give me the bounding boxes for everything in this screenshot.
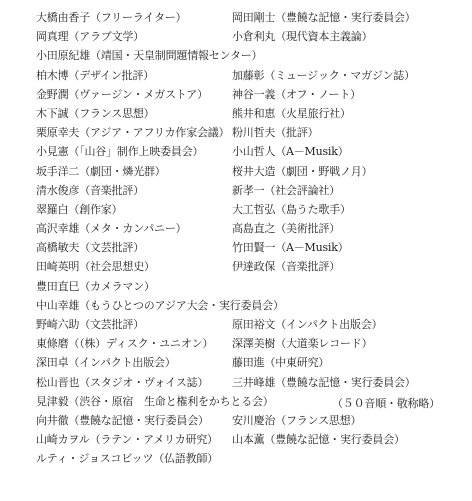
- list-item: 高沢幸雄（メタ・カンパニー）: [36, 222, 187, 236]
- list-item: 加藤彰（ミュージック・マガジン誌）: [232, 68, 415, 82]
- list-item: 東條磨（（株）ディスク・ユニオン）: [36, 337, 214, 351]
- list-item: 深澤美樹（大道楽レコード）: [232, 337, 373, 351]
- list-item: 豊田直巳（カメラマン）: [36, 279, 155, 293]
- list-item: 見津毅（渋谷・原宿 生命と権利をかちとる会）: [36, 394, 274, 408]
- list-item: 原田裕文（インパクト出版会）: [232, 318, 383, 331]
- list-item: ルティ・ジョスコビッツ（仏語教師）: [36, 452, 219, 466]
- list-item: 伊達政保（音楽批評）: [232, 260, 340, 274]
- list-item: 松山晋也（スタジオ・ヴォイス誌）: [36, 375, 209, 389]
- list-item: 大橋由香子（フリーライター）: [36, 11, 187, 24]
- list-item: 高島直之（美術批評）: [232, 222, 340, 236]
- list-item: [232, 296, 416, 315]
- list-item: [232, 277, 416, 296]
- list-item: 桜井大造（劇団・野戦ノ月）: [232, 164, 373, 178]
- list-item: 小田原紀雄（靖国・天皇制問題情報センター）: [36, 49, 263, 63]
- list-item: 大工哲弘（島うた歌手）: [232, 202, 351, 216]
- list-item: 安川慶治（フランス思想）: [232, 413, 362, 427]
- list-item: 粉川哲夫（批評）: [232, 126, 319, 140]
- list-item: 新孝一（社会評論社）: [232, 183, 340, 197]
- list-item: 三井峰雄（豊饒な記憶・実行委員会）: [232, 375, 416, 389]
- list-item: 野崎六助（文芸批評）: [36, 318, 144, 331]
- list-item: 中山幸雄（もうひとつのアジア大会・実行委員会）: [36, 298, 284, 312]
- list-item: 竹田賢一（A－Musik）: [232, 241, 349, 255]
- list-item: 小見憲（「山谷」制作上映委員会）: [36, 145, 204, 159]
- list-item: 岡田剛士（豊饒な記憶・実行委員会）: [232, 11, 416, 24]
- list-item: 田崎英明（社会思想史）: [36, 260, 155, 274]
- list-item: 金野潤（ヴァージン・メガストア）: [36, 87, 208, 101]
- footnote: （５０音順・敬称略）: [332, 397, 440, 410]
- list-item: 清水俊彦（音楽批評）: [36, 183, 144, 197]
- list-item: [232, 46, 416, 65]
- list-item: 高橋敏夫（文芸批評）: [36, 241, 144, 255]
- list-item: 小山哲人（A－Musik）: [232, 145, 349, 159]
- list-item: 山崎カヲル（ラテン・アメリカ研究）: [36, 433, 218, 447]
- list-item: 神谷一義（オフ・ノート）: [232, 87, 361, 101]
- list-item: 翠羅白（創作家）: [36, 202, 123, 216]
- list-item: 小倉利丸（現代資本主義論）: [232, 30, 373, 44]
- list-item: 木下誠（フランス思想）: [36, 106, 155, 120]
- list-item: 向井徹（豊饒な記憶・実行委員会）: [36, 413, 209, 427]
- list-item: 栗原幸夫（アジア・アフリカ作家会議）: [36, 126, 230, 140]
- list-item: 深田卓（インパクト出版会）: [36, 356, 176, 370]
- list-item: [232, 449, 416, 468]
- list-item: 坂手洋二（劇団・燐光群）: [36, 164, 166, 178]
- list-item: 藤田進（中東研究）: [232, 356, 330, 370]
- list-item: 柏木博（デザイン批評）: [36, 68, 155, 82]
- list-item: 岡真理（アラブ文学）: [36, 30, 144, 44]
- list-item: 山本薫（豊饒な記憶・実行委員会）: [232, 433, 405, 447]
- list-item: 熊井和恵（火星旅行社）: [232, 106, 351, 120]
